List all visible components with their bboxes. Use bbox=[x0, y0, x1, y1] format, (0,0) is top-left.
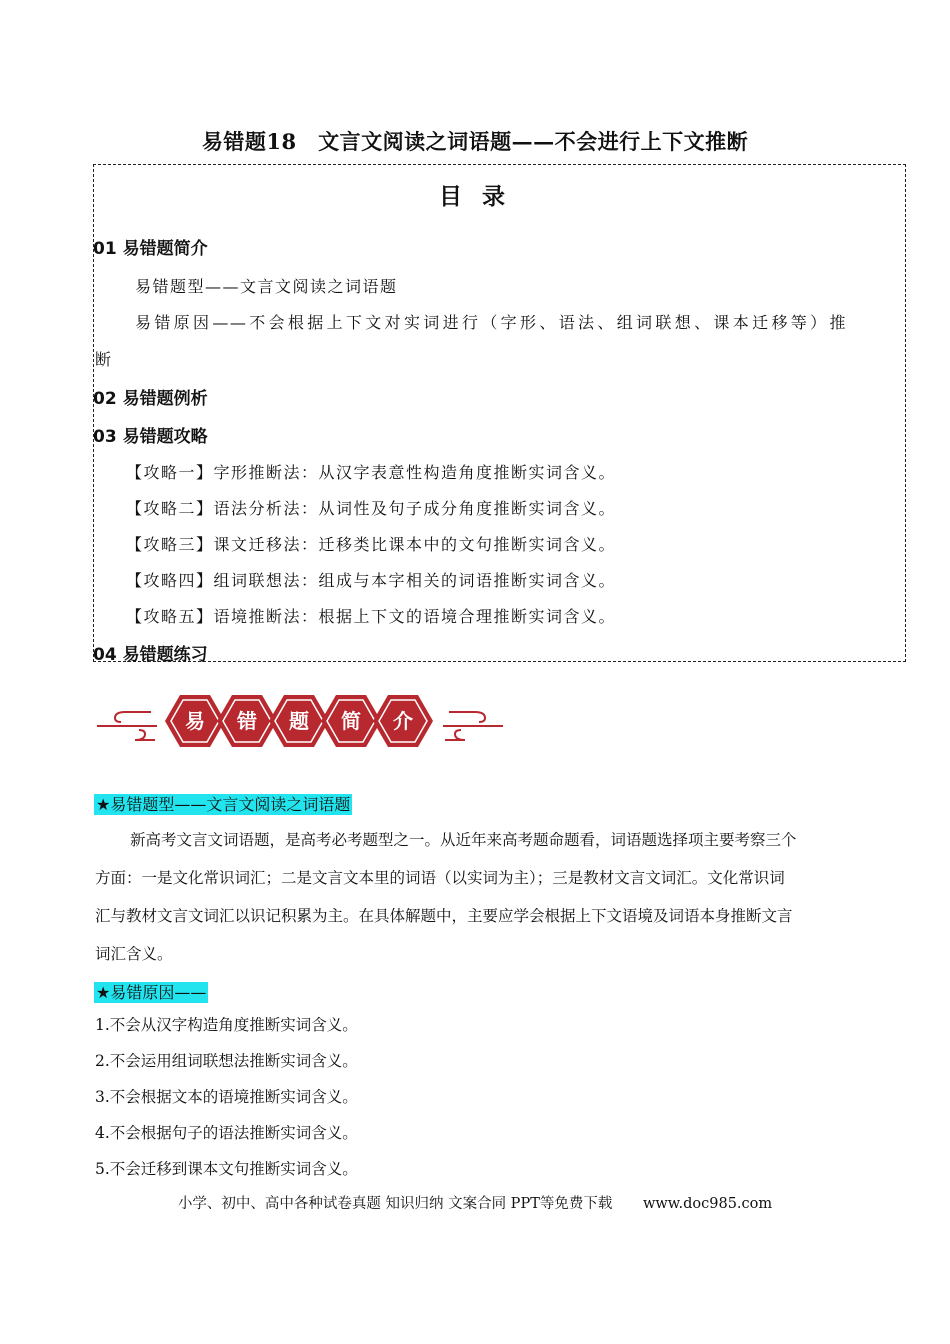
banner-char-1: 易 bbox=[185, 709, 205, 733]
footer-text: 小学、初中、高中各种试卷真题 知识归纳 文案合同 PPT等免费下载 bbox=[177, 1196, 613, 1212]
toc-section-2: 02 易错题例析 bbox=[93, 389, 208, 409]
type-heading: ★易错题型——文言文阅读之词语题 bbox=[96, 795, 351, 814]
reason-heading: ★易错原因—— bbox=[96, 983, 207, 1002]
intro-paragraph-line-4: 词汇含义。 bbox=[95, 945, 173, 963]
toc-heading: 目 录 bbox=[438, 184, 511, 210]
banner-left-scroll-decoration bbox=[97, 712, 157, 740]
toc-intro-reason-cont: 断 bbox=[95, 350, 113, 369]
intro-paragraph-line-1: 新高考文言文词语题，是高考必考题型之一。从近年来高考题命题看，词语题选择项主要考察三个 bbox=[130, 831, 797, 849]
strategy-3: 【攻略三】课文迁移法：迁移类比课本中的文句推断实词含义。 bbox=[126, 535, 617, 554]
page-footer bbox=[0, 1192, 950, 1213]
banner-char-2: 错 bbox=[237, 709, 257, 733]
banner-char-4: 简 bbox=[341, 709, 361, 733]
footer-url[interactable]: www.doc985.com bbox=[642, 1196, 773, 1212]
intro-paragraph-line-3: 汇与教材文言文词汇以识记积累为主。在具体解题中，主要应学会根据上下文语境及词语本身推断文言 bbox=[95, 907, 793, 925]
toc-intro-type: 易错题型——文言文阅读之词语题 bbox=[135, 277, 398, 296]
toc-intro-reason: 易错原因——不会根据上下文对实词进行（字形、语法、组词联想、课本迁移等）推 bbox=[135, 313, 847, 332]
strategy-1: 【攻略一】字形推断法：从汉字表意性构造角度推断实词含义。 bbox=[126, 463, 617, 482]
intro-paragraph-line-2: 方面：一是文化常识词汇；二是文言文本里的词语（以实词为主）；三是教材文言文词汇。文化常识词 bbox=[95, 869, 785, 887]
strategy-4: 【攻略四】组词联想法：组成与本字相关的词语推断实词含义。 bbox=[126, 571, 617, 590]
toc-section-3: 03 易错题攻略 bbox=[93, 427, 208, 447]
banner-char-3: 题 bbox=[289, 709, 309, 733]
banner-char-5: 介 bbox=[393, 709, 413, 733]
strategy-2: 【攻略二】语法分析法：从词性及句子成分角度推断实词含义。 bbox=[126, 499, 617, 518]
toc-section-1: 01 易错题简介 bbox=[93, 239, 208, 259]
toc-section-4: 04 易错题练习 bbox=[93, 645, 208, 665]
reason-item-4: 4.不会根据句子的语法推断实词含义。 bbox=[95, 1124, 358, 1142]
reason-item-3: 3.不会根据文本的语境推断实词含义。 bbox=[95, 1088, 358, 1106]
document-title: 易错题18 文言文阅读之词语题——不会进行上下文推断 bbox=[201, 129, 749, 154]
reason-item-5: 5.不会迁移到课本文句推断实词含义。 bbox=[95, 1160, 358, 1178]
strategy-5: 【攻略五】语境推断法：根据上下文的语境合理推断实词含义。 bbox=[126, 607, 617, 626]
reason-item-1: 1.不会从汉字构造角度推断实词含义。 bbox=[95, 1016, 358, 1034]
section-banner bbox=[95, 690, 505, 752]
reason-item-2: 2.不会运用组词联想法推断实词含义。 bbox=[95, 1052, 358, 1070]
banner-right-scroll-decoration bbox=[443, 712, 503, 740]
